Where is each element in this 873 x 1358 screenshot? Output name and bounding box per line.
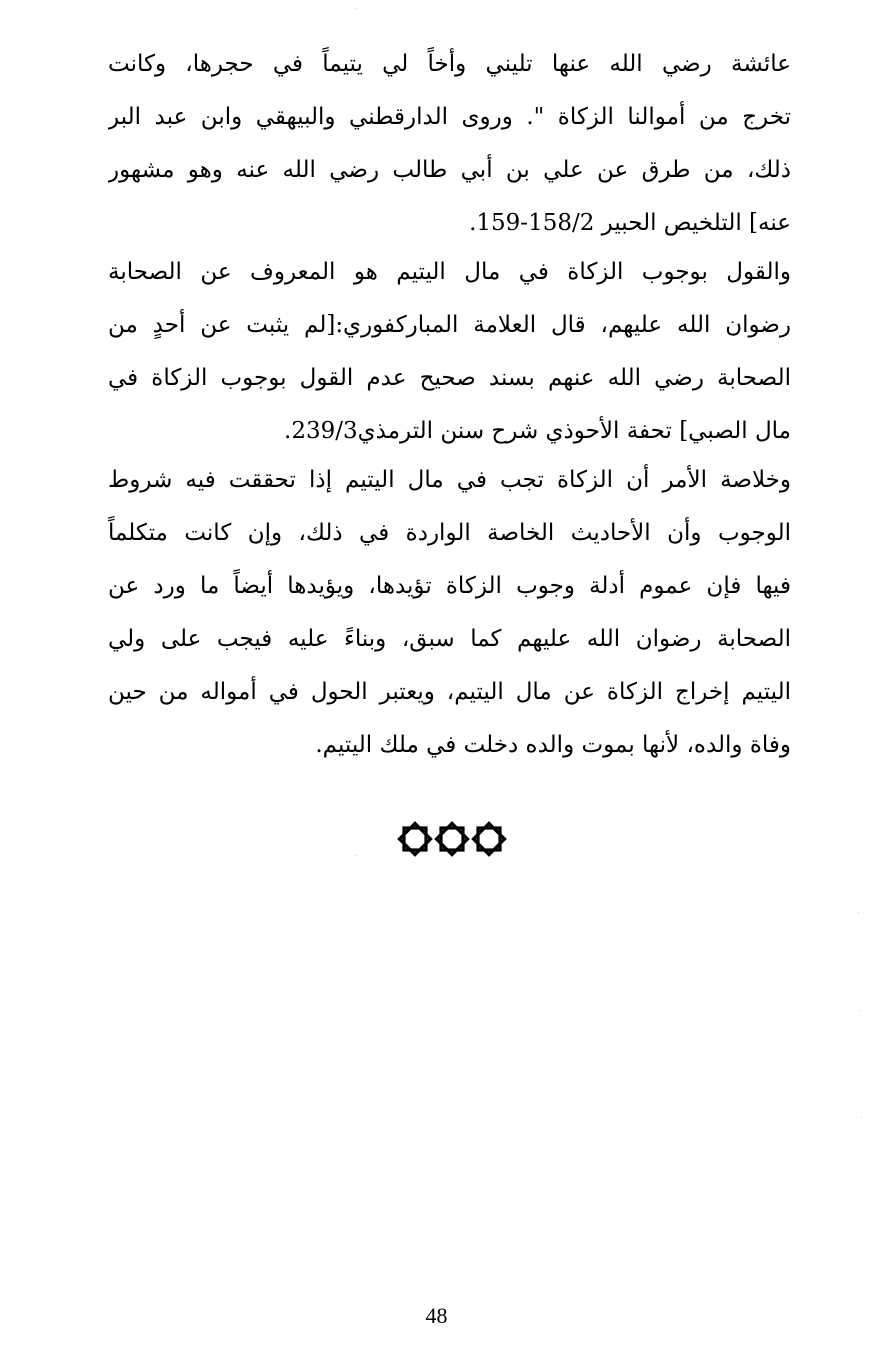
paragraph-2: [108, 246, 791, 458]
text-line: ذلك، من طرق عن علي بن أبي طالب رضي الله عنه وهو مشهور: [108, 157, 791, 183]
text-line: والقول بوجوب الزكاة في مال اليتيم هو المعروف عن الصحابة: [108, 259, 791, 285]
scan-speck: [861, 1117, 862, 1118]
text-line: الصحابة رضي الله عنهم بسند صحيح عدم القول بوجوب الزكاة في: [108, 365, 791, 391]
text-line: مال الصبي] تحفة الأحوذي شرح سنن الترمذي239/3.: [284, 418, 791, 444]
scan-speck: [860, 1010, 861, 1011]
text-line: تخرج من أموالنا الزكاة ". وروى الدارقطني والبيهقي وابن عبد البر: [108, 104, 791, 130]
text-line: الصحابة رضوان الله عليهم كما سبق، وبناءً عليه فيجب على ولي: [108, 626, 791, 652]
text-line: الوجوب وأن الأحاديث الخاصة الواردة في ذلك، وإن كانت متكلماً: [108, 520, 791, 546]
paragraph-3: [108, 454, 791, 772]
text-line: فيها فإن عموم أدلة وجوب الزكاة تؤيدها، ويؤيدها أيضاً ما ورد عن: [108, 573, 791, 599]
text-line: وخلاصة الأمر أن الزكاة تجب في مال اليتيم إذا تحققت فيه شروط: [108, 467, 791, 493]
triple-star-ornament-icon: [396, 818, 508, 860]
scan-speck: [858, 912, 859, 913]
text-line: عائشة رضي الله عنها تليني وأخاً لي يتيماً في حجرها، وكانت: [108, 51, 791, 77]
scan-speck: [356, 855, 357, 856]
page-number: 48: [425, 1303, 448, 1328]
text-line: اليتيم إخراج الزكاة عن مال اليتيم، ويعتبر الحول في أمواله من حين: [108, 679, 791, 705]
text-line: وفاة والده، لأنها بموت والده دخلت في ملك اليتيم.: [315, 732, 791, 758]
text-line: رضوان الله عليهم، قال العلامة المباركفوري:[لم يثبت عن أحدٍ من: [108, 312, 791, 338]
paragraph-1: [108, 38, 791, 250]
scan-speck: [355, 8, 356, 9]
text-line: عنه] التلخيص الحبير 158/2-159.: [469, 210, 791, 236]
